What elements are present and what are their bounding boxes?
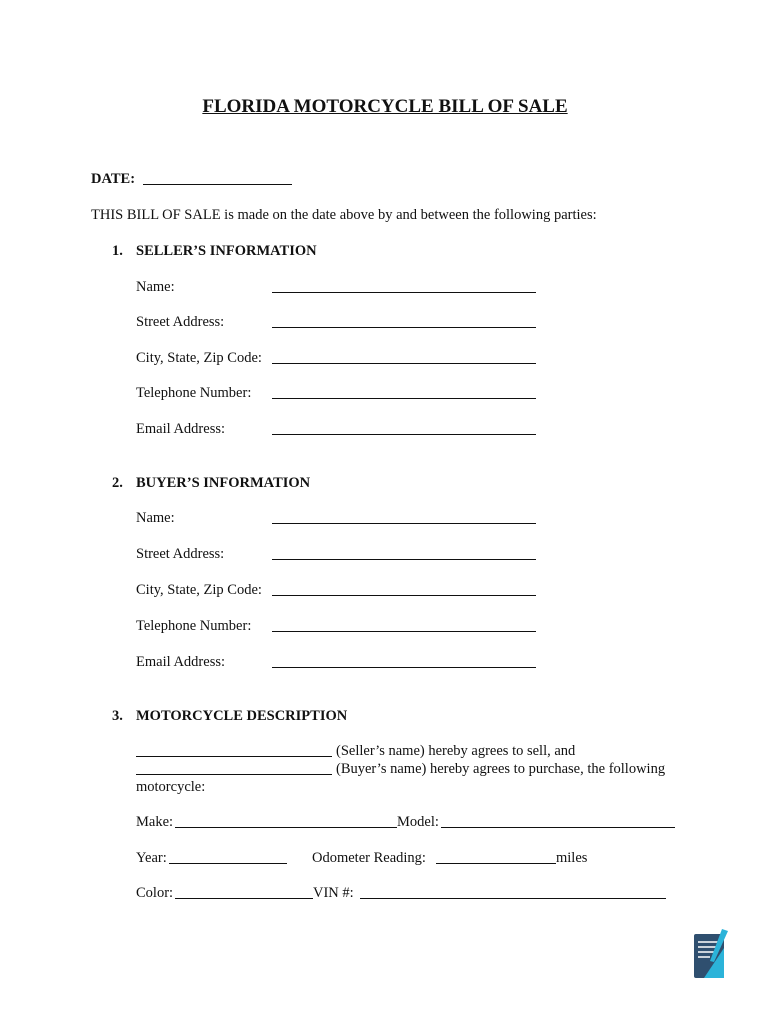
seller-name-field[interactable] xyxy=(272,292,536,293)
year-field[interactable] xyxy=(169,863,287,864)
miles-label: miles xyxy=(556,850,588,866)
seller-street-field[interactable] xyxy=(272,327,536,328)
buyer-section-heading: BUYER’S INFORMATION xyxy=(136,475,311,491)
buyer-email-field[interactable] xyxy=(272,667,536,668)
model-label: Model: xyxy=(397,814,439,830)
seller-city-label: City, State, Zip Code: xyxy=(136,350,262,366)
motorcycle-section-heading: MOTORCYCLE DESCRIPTION xyxy=(136,708,348,724)
seller-name-label: Name: xyxy=(136,279,175,295)
seller-phone-field[interactable] xyxy=(272,398,536,399)
make-field[interactable] xyxy=(175,827,397,828)
buyer-street-field[interactable] xyxy=(272,559,536,560)
buyer-section-number: 2. xyxy=(112,475,123,491)
buyer-agrees-text: (Buyer’s name) hereby agrees to purchase, the following xyxy=(336,761,666,777)
seller-street-label: Street Address: xyxy=(136,314,225,330)
seller-city-field[interactable] xyxy=(272,363,536,364)
seller-email-field[interactable] xyxy=(272,434,536,435)
seller-agrees-text: (Seller’s name) hereby agrees to sell, and xyxy=(336,743,576,759)
date-label: DATE: xyxy=(91,171,136,187)
intro-text: THIS BILL OF SALE is made on the date above by and between the following parties: xyxy=(91,207,597,223)
seller-section-heading: SELLER’S INFORMATION xyxy=(136,243,317,259)
buyer-city-field[interactable] xyxy=(272,595,536,596)
buyer-city-label: City, State, Zip Code: xyxy=(136,582,262,598)
buyer-phone-label: Telephone Number: xyxy=(136,618,252,634)
buyer-name-field[interactable] xyxy=(272,523,536,524)
motorcycle-section-number: 3. xyxy=(112,708,123,724)
make-label: Make: xyxy=(136,814,174,830)
buyer-name-label: Name: xyxy=(136,510,175,526)
odometer-field[interactable] xyxy=(436,863,556,864)
buyer-email-label: Email Address: xyxy=(136,654,226,670)
year-label: Year: xyxy=(136,850,167,866)
odometer-label: Odometer Reading: xyxy=(312,850,426,866)
buyer-phone-field[interactable] xyxy=(272,631,536,632)
seller-email-label: Email Address: xyxy=(136,421,226,437)
buyer-name-blank[interactable] xyxy=(136,774,332,775)
vin-label: VIN #: xyxy=(313,885,354,901)
seller-phone-label: Telephone Number: xyxy=(136,385,252,401)
document-pen-icon xyxy=(692,928,730,980)
seller-section-number: 1. xyxy=(112,243,123,259)
document-title: FLORIDA MOTORCYCLE BILL OF SALE xyxy=(202,96,568,117)
model-field[interactable] xyxy=(441,827,675,828)
buyer-street-label: Street Address: xyxy=(136,546,225,562)
motorcycle-continuation: motorcycle: xyxy=(136,779,206,795)
color-field[interactable] xyxy=(175,898,313,899)
date-field[interactable] xyxy=(143,184,292,185)
seller-name-blank[interactable] xyxy=(136,756,332,757)
vin-field[interactable] xyxy=(360,898,666,899)
color-label: Color: xyxy=(136,885,174,901)
